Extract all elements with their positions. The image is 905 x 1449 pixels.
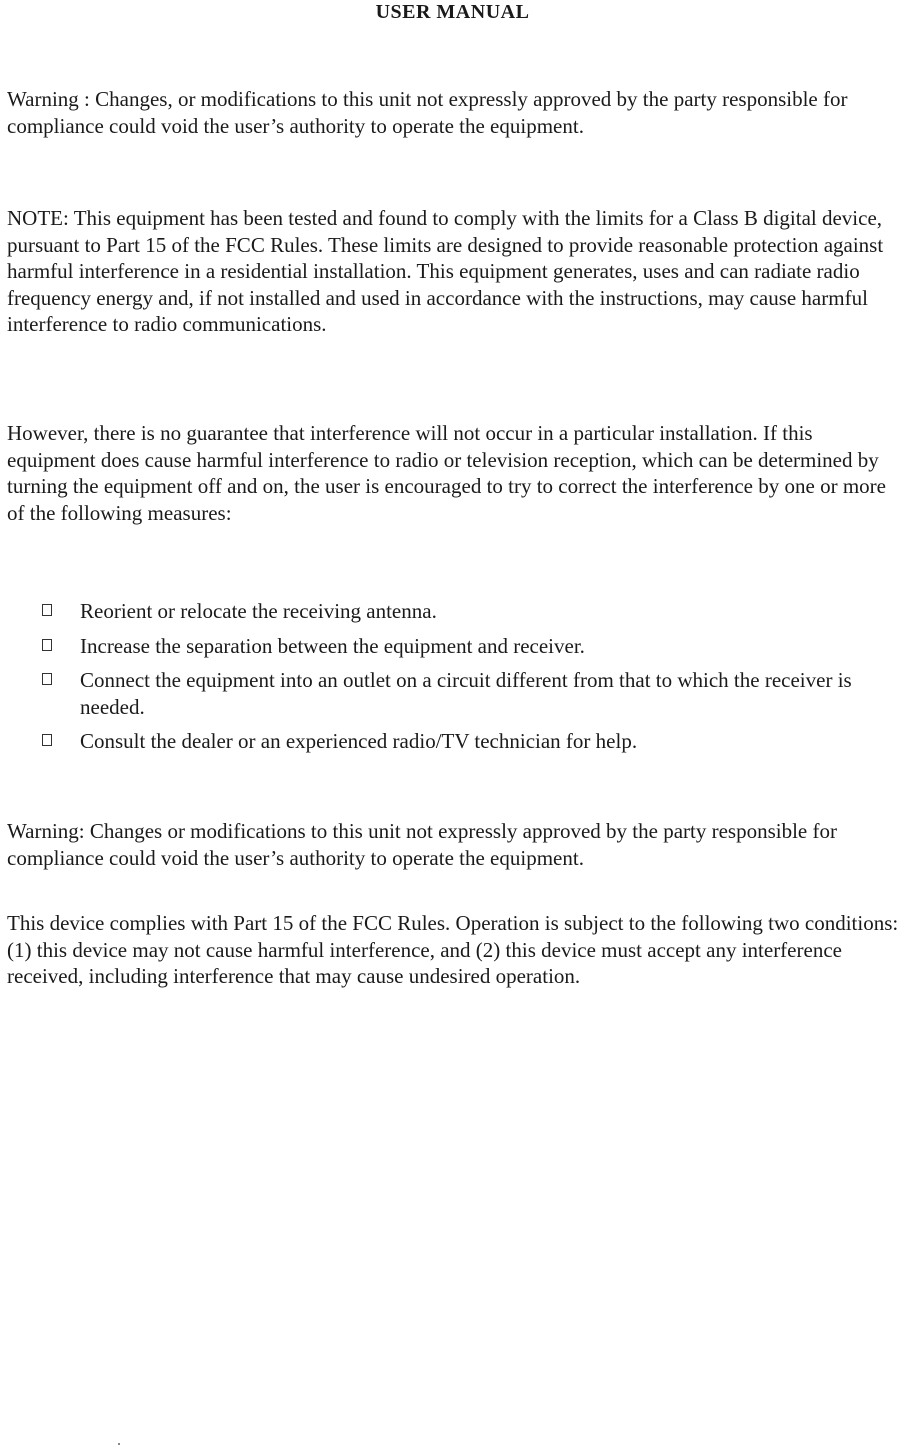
scan-speck: [118, 1443, 120, 1445]
measure-text: Consult the dealer or an experienced radio/TV technician for help.: [80, 729, 638, 753]
checkbox-bullet-icon: [42, 673, 52, 685]
measure-text: Connect the equipment into an outlet on a circuit different from that to which the receiver is needed.: [80, 668, 852, 719]
warning-paragraph-1: Warning : Changes, or modifications to this unit not expressly approved by the party responsible for compliance could void the user’s authority to operate the equipment.: [7, 87, 848, 138]
measures-list: [40, 598, 895, 763]
checkbox-bullet-icon: [42, 639, 52, 651]
page-title: USER MANUAL: [375, 1, 530, 23]
checkbox-bullet-icon: [42, 734, 52, 746]
list-item: [40, 633, 895, 660]
list-item: [40, 667, 895, 720]
note-paragraph: NOTE: This equipment has been tested and found to comply with the limits for a Class B digital device, pursuant to Part 15 of the FCC Rules. These limits are designed to provide reasonable protection against harmful interference in a residential installation. This equipment generates, uses and can radiate radio frequency energy and, if not installed and used in accordance with the instructions, may cause harmful interference to radio communications.: [7, 206, 884, 336]
checkbox-bullet-icon: [42, 604, 52, 616]
measure-text: Increase the separation between the equipment and receiver.: [80, 633, 585, 658]
measure-text: Reorient or relocate the receiving antenna.: [80, 599, 437, 623]
compliance-paragraph: This device complies with Part 15 of the FCC Rules. Operation is subject to the following two conditions: (1) this device may not cause harmful interference, and (2) this device must accept any interference received, including interference that may cause undesired operation.: [7, 911, 899, 988]
list-item: [40, 728, 895, 755]
list-item: [40, 598, 895, 625]
warning-paragraph-2: Warning: Changes or modifications to this unit not expressly approved by the party responsible for compliance could void the user’s authority to operate the equipment.: [7, 819, 837, 870]
however-paragraph: However, there is no guarantee that interference will not occur in a particular installation. If this equipment does cause harmful interference to radio or television reception, which can be determined by turning the equipment off and on, the user is encouraged to try to correct the interference by one or more of the following measures:: [7, 421, 886, 525]
